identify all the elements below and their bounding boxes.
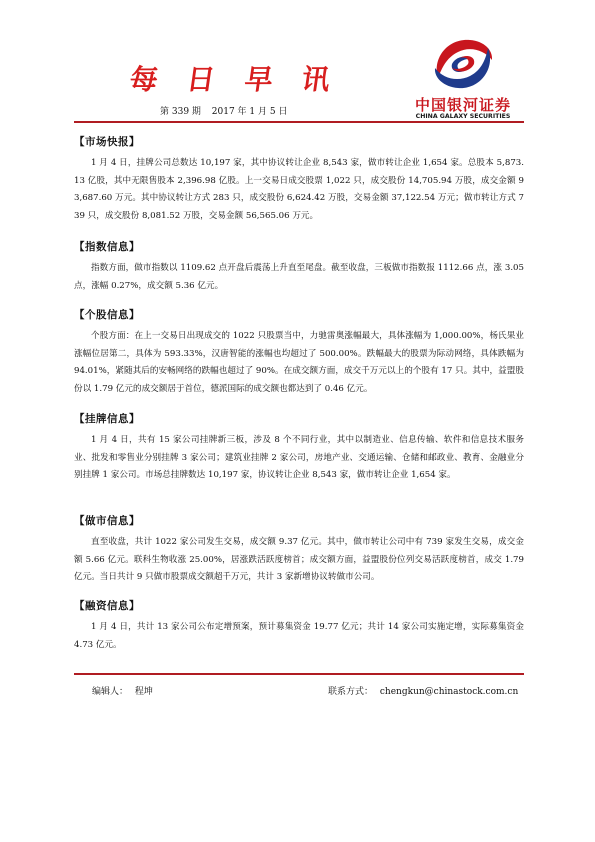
masthead-char: 每: [127, 63, 161, 96]
section-body: 1 月 4 日，挂牌公司总数达 10,197 家，其中协议转让企业 8,543 家，做市转让企业 1,654 家。总股本 5,873.13 亿股，其中无限售股本 2,396.98 亿股。上一交易日成交股票 1,022 只，成交股份 14,705.94 万股，成交金额 93,687.60 万元。其中协议转让方式 283 只，成交股份 6,624.42 万股，交易金额 37,122.54 万元；做市转让方式 739 只，成交股份 8,081.52 万股，交易金额 56,565.06 万元。: [74, 158, 524, 221]
section-title: 【指数信息】: [74, 241, 140, 253]
issue-number: 第 339 期: [160, 107, 201, 117]
masthead-char: 早: [242, 63, 275, 96]
section-body: 直至收盘，共计 1022 家公司发生交易，成交额 9.37 亿元。其中，做市转让公司中有 739 家发生交易，成交金额 5.66 亿元。联科生物收涨 25.00%，居涨跌活跃度榜首；成交额方面，益盟股份位列交易活跃度榜首，成交 1.79 亿元。当日共计 9 只做市股票成交额超千万元，共计 3 家新增协议转做市公司。: [74, 537, 524, 582]
section-stock-info: [74, 307, 524, 398]
section-body: 1 月 4 日，共计 13 家公司公布定增预案，预计募集资金 19.77 亿元；共计 14 家公司实施定增，实际募集资金 4.73 亿元。: [74, 622, 524, 650]
masthead-title: [127, 62, 333, 96]
editor-label: 编辑人：: [92, 687, 129, 697]
contact-email-link[interactable]: chengkun@chinastock.com.cn: [379, 687, 519, 697]
company-logo: [408, 34, 518, 124]
footer-divider: [74, 673, 524, 675]
masthead-char: 讯: [299, 63, 333, 96]
section-title: 【做市信息】: [74, 515, 140, 527]
section-market-making-info: [74, 513, 524, 587]
issue-date: 2017 年 1 月 5 日: [211, 107, 288, 117]
footer-contact: [328, 684, 522, 697]
header-divider: [74, 121, 524, 123]
section-financing-info: [74, 598, 524, 654]
section-index-info: [74, 239, 524, 295]
section-title: 【市场快报】: [74, 136, 140, 148]
footer-editor: [92, 684, 157, 697]
logo-name-en: CHINA GALAXY SECURITIES: [415, 113, 511, 120]
masthead-char: 日: [184, 63, 218, 96]
section-listing-info: [74, 411, 524, 485]
section-body: 指数方面，做市指数以 1109.62 点开盘后震荡上升直至尾盘。截至收盘，三板做市指数报 1112.66 点，涨 3.05 点，涨幅 0.27%，成交额 5.36 亿元。: [74, 263, 524, 291]
section-body: 个股方面：在上一交易日出现成交的 1022 只股票当中，力驰雷奥涨幅最大，具体涨幅为 1,000.00%，杨氏果业涨幅位居第二，具体为 593.33%，汉唐智能的涨幅也均超过了 500.00%。跌幅最大的股票为际动网络，具体跌幅为 94.01%，紧随其后的安畅网络的跌幅也超过了 90%。在成交额方面，成交千万元以上的个股有 17 只。其中，益盟股份以 1.79 亿元的成交额居于首位，德派国际的成交额也都达到了 0.46 亿元。: [74, 331, 524, 394]
issue-line: [160, 104, 295, 117]
section-title: 【融资信息】: [74, 600, 140, 612]
galaxy-swirl-logo-icon: [430, 34, 496, 94]
section-market-brief: [74, 134, 524, 225]
contact-label: 联系方式：: [328, 687, 374, 697]
editor-name: 程坤: [134, 687, 153, 697]
section-title: 【个股信息】: [74, 309, 140, 321]
logo-name-cn: 中国银河证券: [414, 96, 511, 114]
section-title: 【挂牌信息】: [74, 413, 140, 425]
section-body: 1 月 4 日，共有 15 家公司挂牌新三板，涉及 8 个不同行业，其中以制造业、信息传输、软件和信息技术服务业、批发和零售业分别挂牌 3 家公司；建筑业挂牌 2 家公司，房地产业、交通运输、仓储和邮政业、教育、金融业分别挂牌 1 家公司。市场总挂牌数达 10,197 家，协议转让企业 8,543 家，做市转让企业 1,654 家。: [74, 435, 524, 480]
